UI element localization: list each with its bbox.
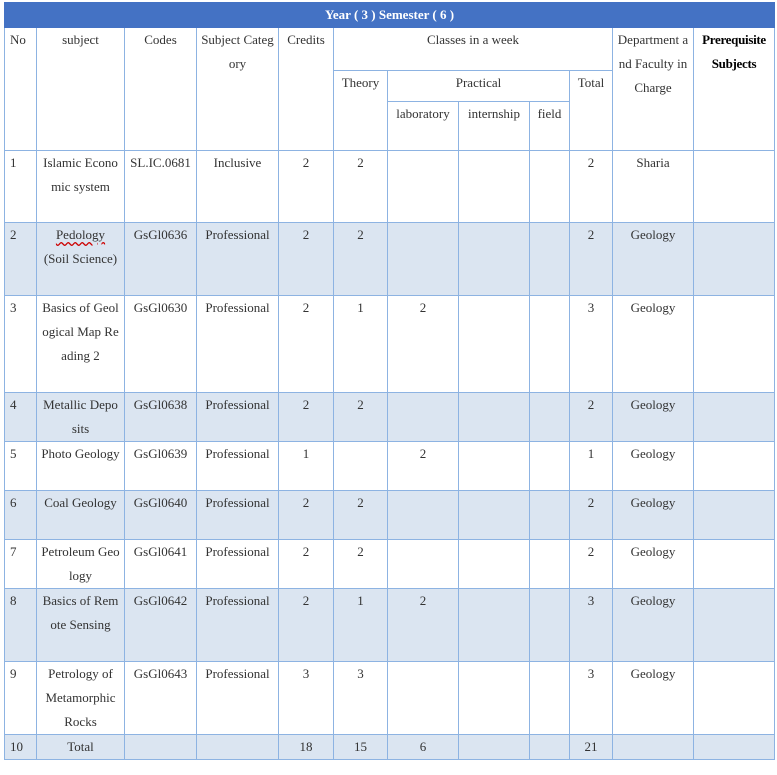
cell-internship xyxy=(459,151,530,223)
cell-subject: Petrology of Metamorphic Rocks xyxy=(37,662,125,735)
cell-department: Geology xyxy=(613,589,694,662)
table-row xyxy=(5,296,775,393)
cell-code: GsGl0643 xyxy=(125,662,197,735)
cell-subject: Petroleum Geology xyxy=(37,540,125,589)
cell-category: Professional xyxy=(197,540,279,589)
cell-department: Sharia xyxy=(613,151,694,223)
total-row-code xyxy=(125,735,197,760)
cell-no: 7 xyxy=(5,540,37,589)
cell-internship xyxy=(459,296,530,393)
cell-credits: 2 xyxy=(279,151,334,223)
cell-code: SL.IC.0681 xyxy=(125,151,197,223)
cell-laboratory: 2 xyxy=(388,442,459,491)
header-total: Total xyxy=(570,71,613,151)
header-department: Department and Faculty in Charge xyxy=(613,28,694,151)
cell-laboratory xyxy=(388,662,459,735)
cell-code: GsGl0640 xyxy=(125,491,197,540)
cell-code: GsGl0636 xyxy=(125,223,197,296)
total-row-internship xyxy=(459,735,530,760)
cell-total: 2 xyxy=(570,151,613,223)
cell-internship xyxy=(459,393,530,442)
header-no: No xyxy=(5,28,37,151)
cell-total: 2 xyxy=(570,223,613,296)
table-row xyxy=(5,393,775,442)
cell-credits: 2 xyxy=(279,223,334,296)
header-theory: Theory xyxy=(334,71,388,151)
cell-subject-part-2: (Soil Science) xyxy=(43,251,118,266)
cell-internship xyxy=(459,223,530,296)
cell-prerequisite xyxy=(694,540,775,589)
header-classes-in-week: Classes in a week xyxy=(334,28,613,71)
cell-theory: 2 xyxy=(334,223,388,296)
semester-course-table xyxy=(4,2,775,760)
cell-prerequisite xyxy=(694,223,775,296)
cell-category: Professional xyxy=(197,442,279,491)
header-codes: Codes xyxy=(125,28,197,151)
cell-total: 3 xyxy=(570,662,613,735)
cell-prerequisite xyxy=(694,662,775,735)
cell-prerequisite xyxy=(694,491,775,540)
cell-internship xyxy=(459,662,530,735)
cell-internship xyxy=(459,540,530,589)
cell-total: 1 xyxy=(570,442,613,491)
total-row-laboratory: 6 xyxy=(388,735,459,760)
table-body xyxy=(5,151,775,760)
cell-no: 5 xyxy=(5,442,37,491)
table-row xyxy=(5,223,775,296)
cell-department: Geology xyxy=(613,223,694,296)
cell-subject: Coal Geology xyxy=(37,491,125,540)
cell-category: Professional xyxy=(197,393,279,442)
cell-subject: Basics of Remote Sensing xyxy=(37,589,125,662)
cell-laboratory xyxy=(388,393,459,442)
total-row-department xyxy=(613,735,694,760)
total-row-no: 10 xyxy=(5,735,37,760)
cell-subject: Basics of Geological Map Reading 2 xyxy=(37,296,125,393)
cell-no: 6 xyxy=(5,491,37,540)
table-row xyxy=(5,540,775,589)
cell-prerequisite xyxy=(694,151,775,223)
table-row xyxy=(5,151,775,223)
cell-department: Geology xyxy=(613,296,694,393)
cell-total: 2 xyxy=(570,393,613,442)
cell-code: GsGl0642 xyxy=(125,589,197,662)
cell-code: GsGl0641 xyxy=(125,540,197,589)
total-row-total: 21 xyxy=(570,735,613,760)
cell-theory: 2 xyxy=(334,540,388,589)
cell-theory xyxy=(334,442,388,491)
total-row-label: Total xyxy=(37,735,125,760)
cell-theory: 3 xyxy=(334,662,388,735)
cell-internship xyxy=(459,442,530,491)
header-subject: subject xyxy=(37,28,125,151)
cell-field xyxy=(530,662,570,735)
cell-category: Inclusive xyxy=(197,151,279,223)
total-row xyxy=(5,735,775,760)
header-credits: Credits xyxy=(279,28,334,151)
cell-field xyxy=(530,223,570,296)
cell-field xyxy=(530,296,570,393)
cell-laboratory xyxy=(388,540,459,589)
header-laboratory: laboratory xyxy=(388,102,459,151)
cell-category: Professional xyxy=(197,491,279,540)
cell-department: Geology xyxy=(613,662,694,735)
cell-code: GsGl0638 xyxy=(125,393,197,442)
cell-subject: Photo Geology xyxy=(37,442,125,491)
cell-laboratory: 2 xyxy=(388,589,459,662)
cell-field xyxy=(530,589,570,662)
table-title: Year ( 3 ) Semester ( 6 ) xyxy=(5,3,775,28)
cell-laboratory xyxy=(388,151,459,223)
table-row xyxy=(5,442,775,491)
semester-table-wrapper xyxy=(4,2,774,760)
cell-category: Professional xyxy=(197,662,279,735)
table-row xyxy=(5,491,775,540)
cell-theory: 2 xyxy=(334,491,388,540)
cell-prerequisite xyxy=(694,296,775,393)
cell-department: Geology xyxy=(613,393,694,442)
cell-category: Professional xyxy=(197,296,279,393)
cell-credits: 2 xyxy=(279,296,334,393)
cell-total: 3 xyxy=(570,296,613,393)
cell-department: Geology xyxy=(613,540,694,589)
cell-theory: 2 xyxy=(334,151,388,223)
cell-subject-part-1: Pedology xyxy=(55,227,106,242)
total-row-category xyxy=(197,735,279,760)
cell-department: Geology xyxy=(613,491,694,540)
header-prerequisite: Prerequisite Subjects xyxy=(694,28,775,151)
cell-credits: 3 xyxy=(279,662,334,735)
table-row xyxy=(5,589,775,662)
header-internship: internship xyxy=(459,102,530,151)
cell-laboratory: 2 xyxy=(388,296,459,393)
cell-prerequisite xyxy=(694,589,775,662)
total-row-prerequisite xyxy=(694,735,775,760)
cell-subject xyxy=(37,223,125,296)
cell-prerequisite xyxy=(694,393,775,442)
cell-category: Professional xyxy=(197,589,279,662)
header-field: field xyxy=(530,102,570,151)
cell-no: 4 xyxy=(5,393,37,442)
cell-no: 9 xyxy=(5,662,37,735)
cell-internship xyxy=(459,589,530,662)
cell-no: 3 xyxy=(5,296,37,393)
total-row-field xyxy=(530,735,570,760)
header-category: Subject Category xyxy=(197,28,279,151)
cell-credits: 2 xyxy=(279,393,334,442)
cell-credits: 2 xyxy=(279,589,334,662)
cell-code: GsGl0639 xyxy=(125,442,197,491)
cell-no: 2 xyxy=(5,223,37,296)
table-row xyxy=(5,662,775,735)
cell-subject: Metallic Deposits xyxy=(37,393,125,442)
cell-laboratory xyxy=(388,491,459,540)
cell-internship xyxy=(459,491,530,540)
cell-theory: 2 xyxy=(334,393,388,442)
cell-field xyxy=(530,491,570,540)
cell-department: Geology xyxy=(613,442,694,491)
cell-prerequisite xyxy=(694,442,775,491)
cell-laboratory xyxy=(388,223,459,296)
total-row-credits: 18 xyxy=(279,735,334,760)
cell-no: 1 xyxy=(5,151,37,223)
cell-theory: 1 xyxy=(334,589,388,662)
cell-field xyxy=(530,151,570,223)
total-row-theory: 15 xyxy=(334,735,388,760)
cell-subject: Islamic Economic system xyxy=(37,151,125,223)
cell-code: GsGl0630 xyxy=(125,296,197,393)
header-practical: Practical xyxy=(388,71,570,102)
cell-total: 2 xyxy=(570,540,613,589)
cell-credits: 1 xyxy=(279,442,334,491)
cell-no: 8 xyxy=(5,589,37,662)
cell-total: 2 xyxy=(570,491,613,540)
cell-category: Professional xyxy=(197,223,279,296)
cell-theory: 1 xyxy=(334,296,388,393)
cell-credits: 2 xyxy=(279,491,334,540)
cell-credits: 2 xyxy=(279,540,334,589)
cell-field xyxy=(530,442,570,491)
cell-field xyxy=(530,393,570,442)
cell-field xyxy=(530,540,570,589)
cell-total: 3 xyxy=(570,589,613,662)
